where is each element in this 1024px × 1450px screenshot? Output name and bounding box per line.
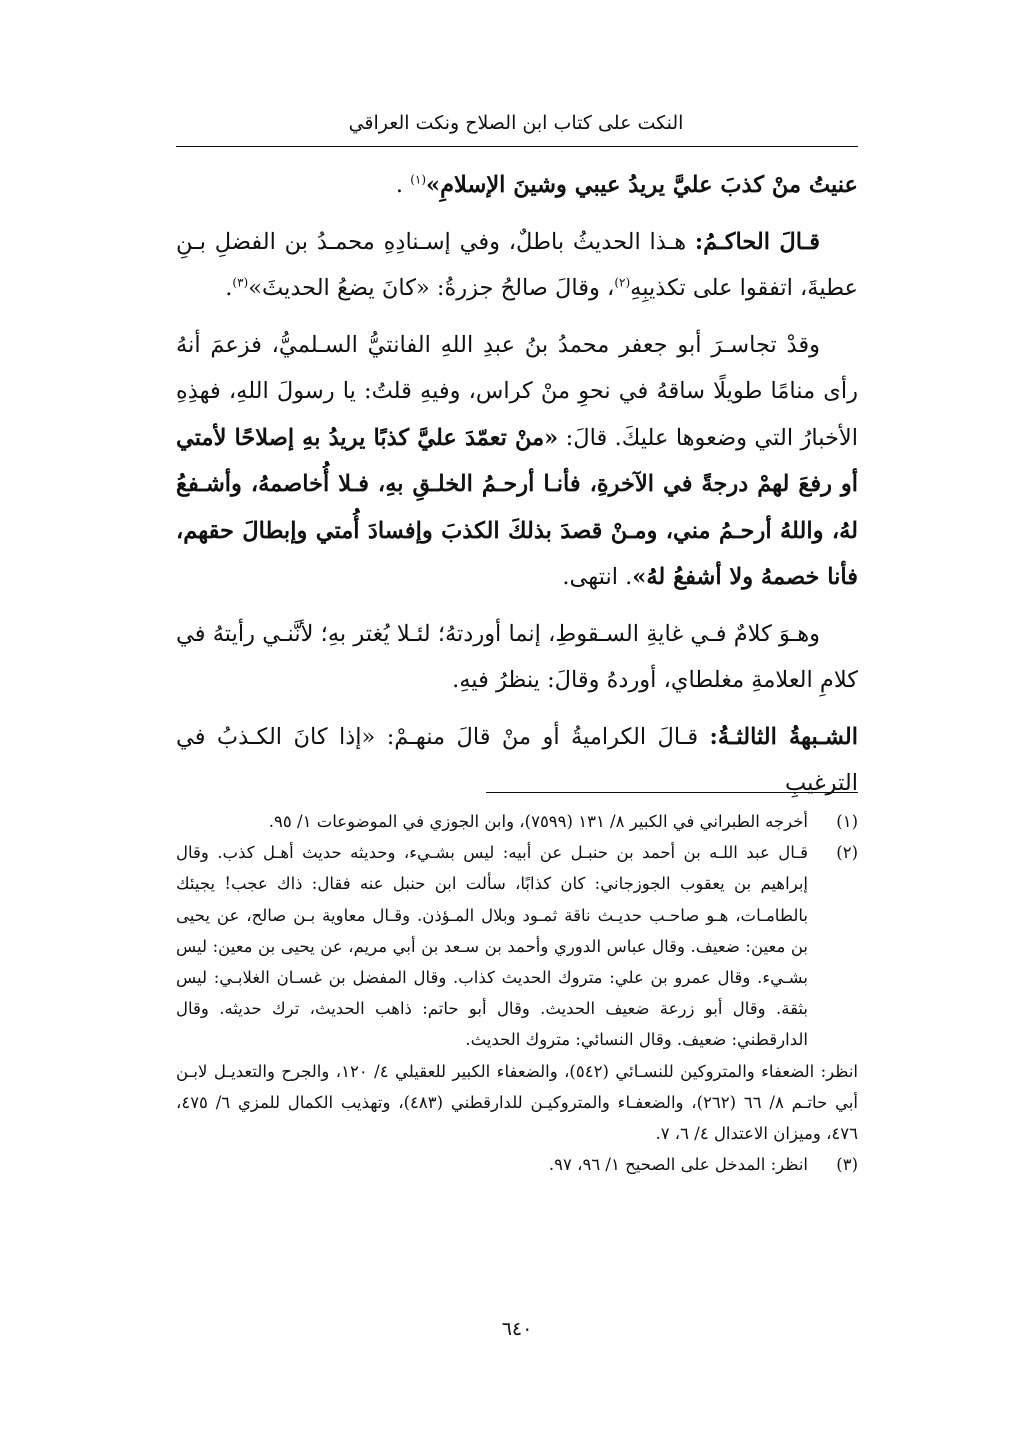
paragraph-2-text-b: ، وقالَ صالحُ جزرةُ: «كانَ يضعُ الحديثَ» — [248, 275, 615, 301]
main-text — [176, 162, 858, 817]
footnote-body — [176, 806, 808, 837]
paragraph-3-text-b: . انتهى. — [562, 564, 633, 590]
paragraph-2-text-c: . — [225, 275, 233, 301]
footnote-rule — [486, 792, 858, 793]
footnote-body — [176, 837, 808, 1055]
footnote-number: (٣) — [836, 1155, 858, 1175]
footnote-1 — [176, 806, 858, 837]
footnote-2 — [176, 837, 858, 1055]
paragraph-2 — [176, 219, 858, 312]
footnote-2-sources — [176, 1056, 858, 1150]
footnote-text: أخرجه الطبراني في الكبير ٨/ ١٣١ (٧٥٩٩)، وابن الجوزي في الموضوعات ١/ ٩٥. — [268, 812, 808, 831]
paragraph-1-tail: . — [395, 172, 411, 198]
paragraph-3-text-a: وقدْ تجاسـرَ أبو جعفر محمدُ بنُ عبدِ اللهِ الفانتيُّ السـلميُّ، فزعمَ أنهُ رأى منامًا طويلًا ساقهُ في نحوِ منْ كراس، وفيهِ قلتُ: يا رسولَ اللهِ، فهذِهِ الأخبارُ التي وضعوها عليكَ. قالَ: — [176, 331, 858, 451]
footnote-body — [176, 1149, 808, 1180]
footnotes — [176, 806, 858, 1180]
footnote-ref-1[interactable]: (١) — [410, 172, 427, 187]
paragraph-5-text: قـالَ الكراميةُ أو منْ قالَ منهـمْ: «إذا كانَ الكـذبُ في الترغيبِ — [176, 723, 858, 796]
section-label: الشـبهةُ الثالثـةُ: — [709, 723, 859, 750]
footnote-number: (٢) — [836, 843, 858, 863]
footnote-ref-3[interactable]: (٣) — [232, 275, 249, 290]
page-number: ٦٤٠ — [501, 1318, 533, 1340]
footnote-3 — [176, 1149, 858, 1180]
footnote-text: انظر: الضعفاء والمتروكين للنسـائي (٥٤٢)، والضعفاء الكبير للعقيلي ٤/ ١٢٠، والجرح والتعديـل لابـن أبي حاتـم ٨/ ٦٦ (٢٦٢)، والضعفـاء والمتروكيـن للدارقطني (٤٨٣)، وتهذيب الكمال للمزي ٦/ ٤٧٥، ٤٧٦، وميزان الاعتدال ٤/ ٦، ٧. — [176, 1061, 859, 1144]
footnote-ref-2[interactable]: (٢) — [614, 275, 631, 290]
header-rule — [176, 146, 858, 147]
footnote-number: (١) — [836, 812, 858, 831]
paragraph-1 — [176, 162, 858, 209]
paragraph-2-text-a: هـذا الحديثُ باطلٌ، وفي إسـنادِهِ محمـدُ بن الفضلِ بـنِ عطيةَ، اتفقوا على تكذيبِهِ — [176, 228, 858, 301]
footnote-text: انظر: المدخل على الصحيح ١/ ٩٦، ٩٧. — [548, 1155, 808, 1175]
footnote-text: قـال عبد اللـه بن أحمد بن حنبـل عن أبيه: ليس بشـيء، وحديثه حديث أهـل كذب. وقال إبراهيم بن يعقوب الجوزجاني: كان كذابًا، سألت ابن حنبل عنه فقال: ذاك عجب! يجيئك بالطامـات، هـو صاحـب حديـث ناقة ثمـود وبلال المـؤذن. وقـال معاوية بـن صالح، عن يحيى بن معين: ضعيف. وقال عباس الدوري وأحمد بن سـعد بن أبي مريم، عن يحيى بن معين: ليس بشـيء. وقال عمرو بن علي: متروك الحديث كذاب. وقال المفضل بن غسـان الغلابـي: ليس بثقة. وقال أبو زرعة ضعيف الحديث. وقال أبو حاتم: ذاهب الحديث، ترك حديثه. وقال الدارقطني: ضعيف. وقال النسائي: متروك الحديث. — [176, 843, 808, 1050]
paragraph-4 — [176, 611, 858, 704]
running-header: النكت على كتاب ابن الصلاح ونكت العراقي — [348, 112, 684, 134]
paragraph-3 — [176, 322, 858, 601]
quote-text: «منْ تعمّدَ عليَّ كذبًا يريدُ بهِ إصلاحًا لأمتي أو رفعَ لهمْ درجةً في الآخرةِ، فأنـا أرحـمُ الخلـقِ بهِ، فـلا أُخاصمهُ، وأشـفعُ لهُ، واللهُ أرحـمُ مني، ومـنْ قصدَ بذلكَ الكذبَ وإفسادَ أُمتي وإبطالَ حقهم، فأنا خصمهُ ولا أشفعُ لهُ» — [176, 424, 858, 590]
speaker-label: قـالَ الحاكـمُ: — [694, 228, 820, 255]
quote-text: عنيتُ منْ كذبَ عليَّ يريدُ عيبي وشينَ الإسلامِ» — [426, 172, 858, 198]
paragraph-4-text: وهـوَ كلامٌ فـي غايةِ السـقوطِ، إنما أوردتهُ؛ لئـلا يُغتر بهِ؛ لأنَّنـي رأيتهُ في كلامِ العلامةِ مغلطاي، أوردهُ وقالَ: ينظرُ فيهِ. — [176, 620, 858, 693]
